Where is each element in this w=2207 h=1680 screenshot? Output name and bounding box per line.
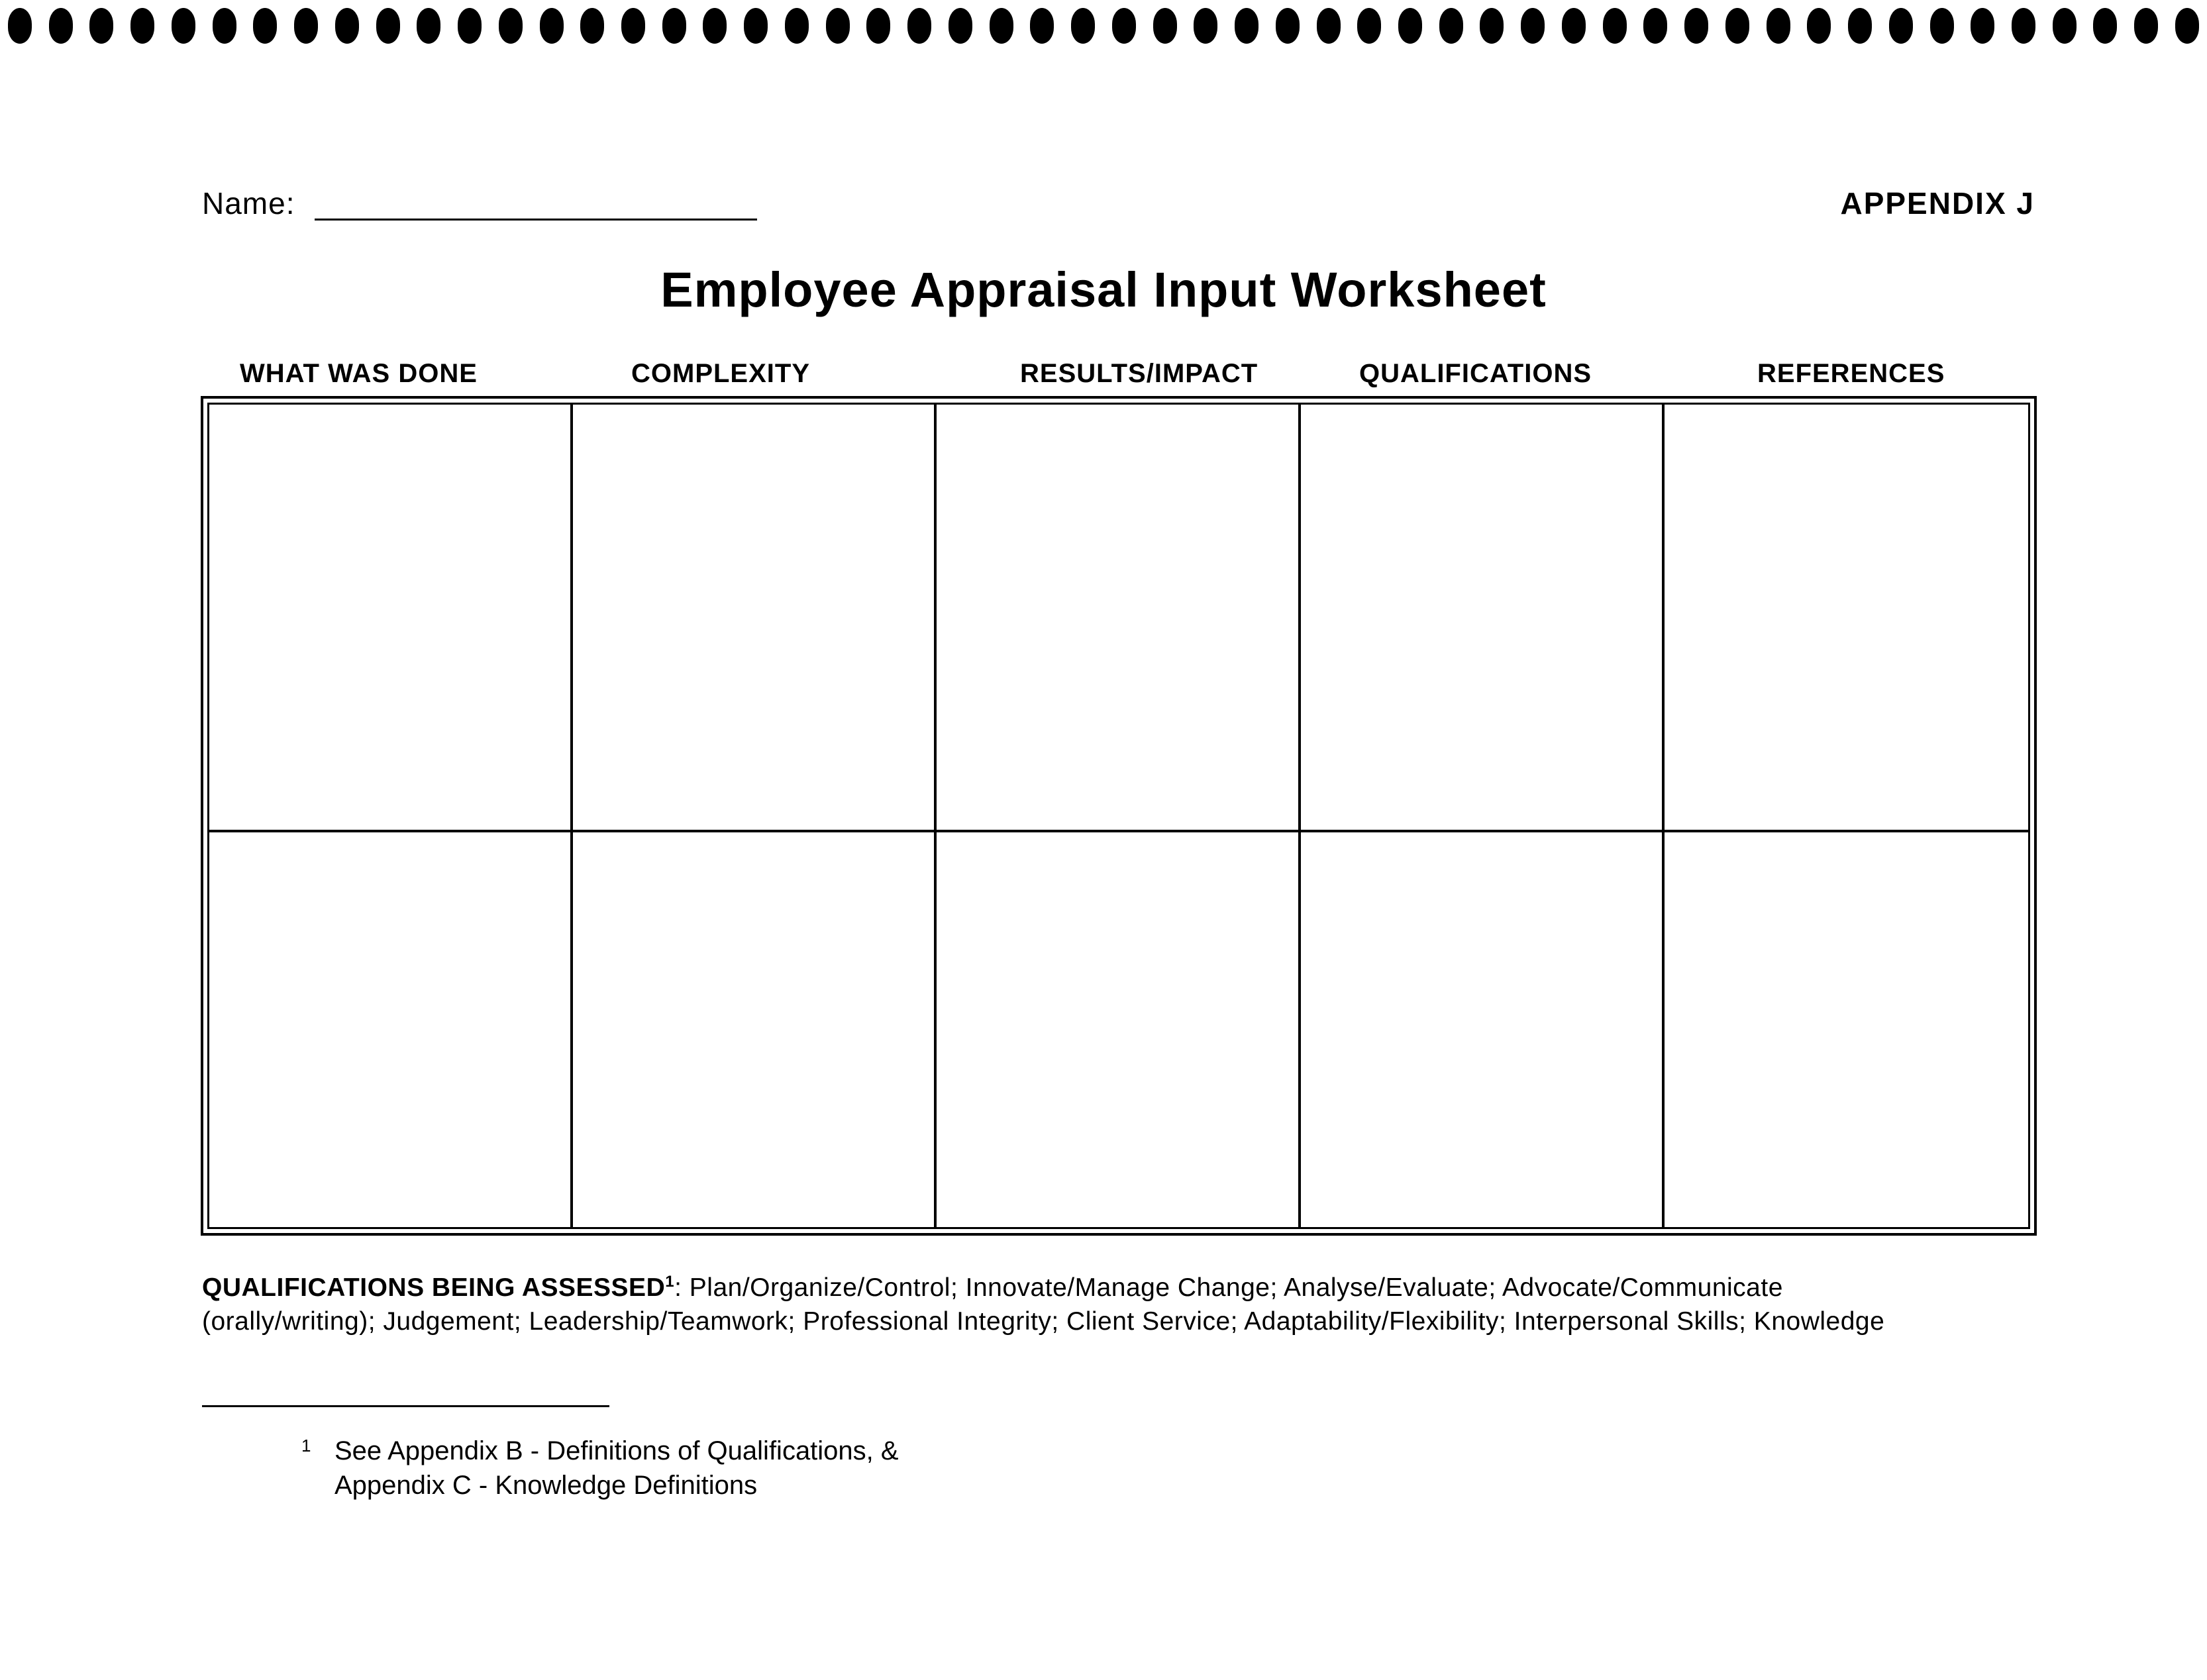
binding-hole-icon — [1521, 8, 1545, 44]
cell-references-1[interactable] — [1665, 405, 2028, 832]
binding-hole-icon — [2175, 8, 2199, 44]
worksheet-grid — [201, 396, 2037, 1236]
binding-hole-icon — [826, 8, 850, 44]
column-header-references: REFERENCES — [1757, 359, 1945, 388]
binding-hole-icon — [1235, 8, 1258, 44]
binding-hole-icon — [89, 8, 113, 44]
binding-hole-icon — [1480, 8, 1504, 44]
cell-complexity-1[interactable] — [573, 405, 937, 832]
binding-hole-icon — [785, 8, 809, 44]
qualifications-assessed — [202, 1265, 1957, 1338]
cell-results-impact-2[interactable] — [937, 832, 1300, 1227]
binding-hole-icon — [1071, 8, 1095, 44]
cell-qualifications-2[interactable] — [1301, 832, 1665, 1227]
column-header-results-impact: RESULTS/IMPACT — [1020, 359, 1258, 388]
binding-hole-icon — [1684, 8, 1708, 44]
binding-hole-icon — [1562, 8, 1586, 44]
binding-hole-icon — [1603, 8, 1627, 44]
binding-hole-icon — [1112, 8, 1136, 44]
binding-hole-icon — [253, 8, 277, 44]
column-header-complexity: COMPLEXITY — [631, 359, 811, 388]
binding-hole-icon — [949, 8, 972, 44]
binding-hole-icon — [1889, 8, 1913, 44]
binding-hole-icon — [2134, 8, 2158, 44]
binding-hole-icon — [2093, 8, 2117, 44]
binding-hole-icon — [130, 8, 154, 44]
binding-hole-icon — [621, 8, 645, 44]
binding-hole-icon — [1194, 8, 1217, 44]
binding-hole-icon — [376, 8, 400, 44]
binding-hole-icon — [1930, 8, 1954, 44]
binding-hole-icon — [1971, 8, 1994, 44]
binding-hole-icon — [1848, 8, 1872, 44]
cell-what-was-done-1[interactable] — [209, 405, 573, 832]
binding-hole-icon — [1317, 8, 1341, 44]
binding-hole-icon — [1357, 8, 1381, 44]
binding-hole-icon — [499, 8, 523, 44]
binding-hole-icon — [1398, 8, 1422, 44]
binding-hole-icon — [744, 8, 768, 44]
footnote — [301, 1434, 899, 1503]
worksheet-grid-inner — [207, 403, 2030, 1229]
binding-hole-icon — [1439, 8, 1463, 44]
binding-hole-icon — [1030, 8, 1054, 44]
cell-what-was-done-2[interactable] — [209, 832, 573, 1227]
binding-hole-icon — [49, 8, 73, 44]
binding-hole-icon — [1153, 8, 1177, 44]
footnote-line-1: See Appendix B - Definitions of Qualifications, & — [334, 1436, 899, 1465]
binding-hole-icon — [1276, 8, 1300, 44]
binding-hole-icon — [907, 8, 931, 44]
footnote-line-2: Appendix C - Knowledge Definitions — [334, 1471, 758, 1500]
binding-hole-icon — [662, 8, 686, 44]
footnote-mark: 1 — [301, 1436, 311, 1456]
column-header-qualifications: QUALIFICATIONS — [1359, 359, 1592, 388]
qualifications-footnote-mark: 1 — [665, 1273, 675, 1291]
page-title: Employee Appraisal Input Worksheet — [660, 262, 1547, 317]
appendix-label: APPENDIX J — [1840, 186, 2035, 221]
qualifications-label: QUALIFICATIONS BEING ASSESSED — [202, 1273, 666, 1302]
binding-hole-icon — [8, 8, 32, 44]
cell-results-impact-1[interactable] — [937, 405, 1300, 832]
qualifications-list: : Plan/Organize/Control; Innovate/Manage Change; Analyse/Evaluate; Advocate/Communicate (orally/writing); Judgement; Leadership/Teamwork; Professional Integrity; Client Service; Adaptability/Flexibility; Interpersonal Skills; Knowledge — [202, 1273, 1885, 1336]
binding-hole-icon — [703, 8, 727, 44]
cell-references-2[interactable] — [1665, 832, 2028, 1227]
cell-complexity-2[interactable] — [573, 832, 937, 1227]
footnote-divider — [202, 1405, 609, 1407]
binding-holes — [0, 8, 2207, 45]
binding-hole-icon — [1643, 8, 1667, 44]
binding-hole-icon — [540, 8, 564, 44]
binding-hole-icon — [172, 8, 195, 44]
binding-hole-icon — [335, 8, 359, 44]
binding-hole-icon — [866, 8, 890, 44]
binding-hole-icon — [2012, 8, 2035, 44]
binding-hole-icon — [1767, 8, 1790, 44]
binding-hole-icon — [213, 8, 236, 44]
binding-hole-icon — [990, 8, 1013, 44]
name-field-line[interactable] — [315, 219, 757, 221]
binding-hole-icon — [417, 8, 440, 44]
binding-hole-icon — [458, 8, 482, 44]
cell-qualifications-1[interactable] — [1301, 405, 1665, 832]
column-header-what-was-done: WHAT WAS DONE — [240, 359, 478, 388]
binding-hole-icon — [2053, 8, 2077, 44]
binding-hole-icon — [1725, 8, 1749, 44]
name-label: Name: — [202, 186, 295, 221]
binding-hole-icon — [294, 8, 318, 44]
binding-hole-icon — [580, 8, 604, 44]
binding-hole-icon — [1807, 8, 1831, 44]
